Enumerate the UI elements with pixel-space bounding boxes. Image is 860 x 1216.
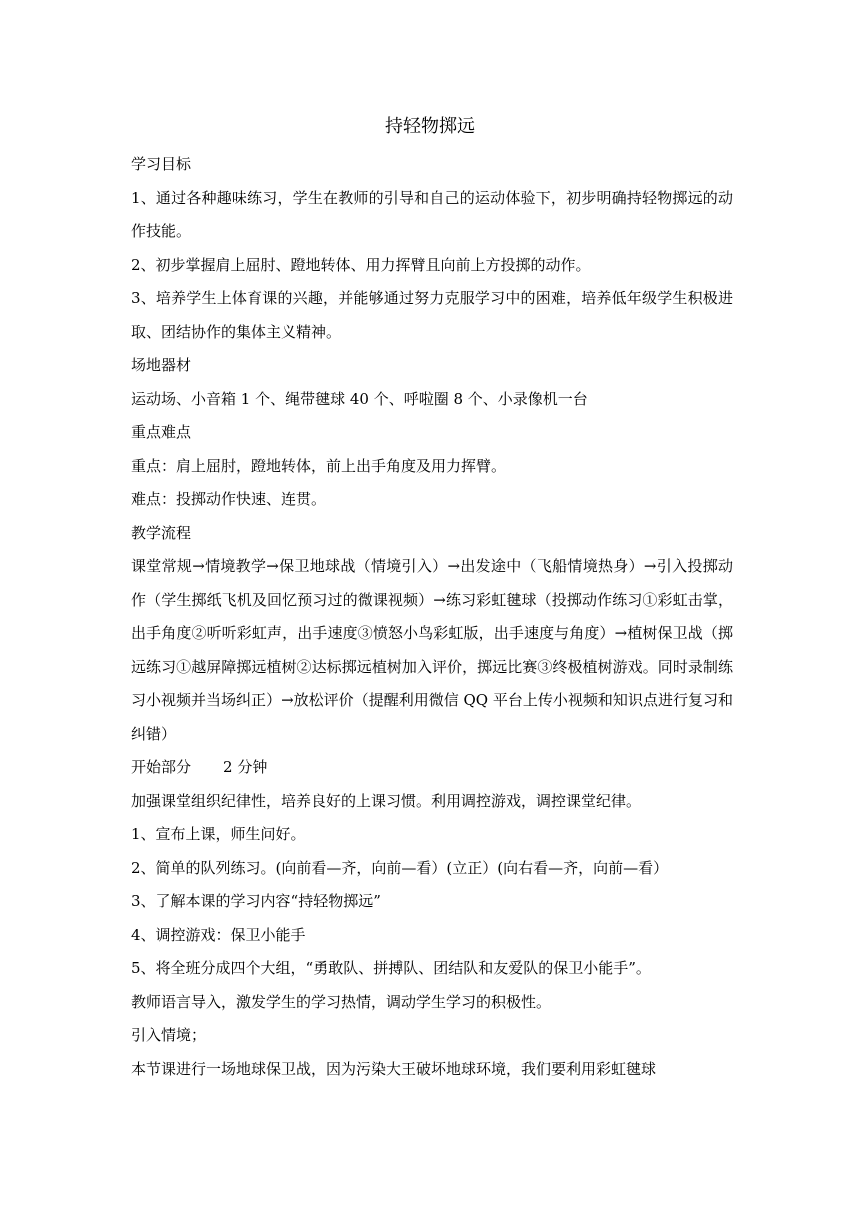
step-2: 2、简单的队列练习。(向前看—齐，向前—看）(立正）(向右看—齐，向前—看）	[131, 858, 669, 877]
start-heading: 开始部分	[131, 758, 192, 776]
process-heading: 教学流程	[131, 523, 192, 542]
teacher-intro: 教师语言导入，激发学生的学习热情，调动学生学习的积极性。	[131, 992, 552, 1011]
goal-1: 1、通过各种趣味练习，学生在教师的引导和自己的运动体验下，初步明确持轻物掷远的动作技能。	[131, 188, 733, 240]
step-3: 3、了解本课的学习内容“持轻物掷远”	[131, 892, 381, 910]
step-1: 1、宣布上课，师生问好。	[131, 825, 306, 843]
start-intro: 加强课堂组织纪律性，培养良好的上课习惯。利用调控游戏，调控课堂纪律。	[131, 791, 642, 810]
scenario-text: 本节课进行一场地球保卫战，因为污染大王破坏地球环境，我们要利用彩虹毽球	[131, 1059, 657, 1078]
goals-heading: 学习目标	[131, 155, 192, 173]
scenario-heading: 引入情境；	[131, 1026, 207, 1044]
goal-3: 3、培养学生上体育课的兴趣，并能够通过努力克服学习中的困难，培养低年级学生积极进取、团结协作的集体主义精神。	[131, 289, 733, 341]
key-points-heading: 重点难点	[131, 423, 192, 441]
start-duration: 2 分钟	[223, 758, 268, 776]
step-5: 5、将全班分成四个大组，“勇敢队、拼搏队、团结队和友爱队的保卫小能手”。	[131, 959, 651, 977]
difficulty: 难点：投掷动作快速、连贯。	[131, 490, 327, 508]
equipment-list: 运动场、小音箱 1 个、绳带毽球 40 个、呼啦圈 8 个、小录像机一台	[131, 389, 588, 408]
document-title: 持轻物掷远	[385, 116, 475, 137]
start-section-heading	[131, 751, 733, 785]
goal-2: 2、初步掌握肩上屈肘、蹬地转体、用力挥臂且向前上方投掷的动作。	[131, 255, 591, 274]
key-point: 重点：肩上屈肘，蹬地转体，前上出手角度及用力挥臂。	[131, 456, 507, 475]
step-4: 4、调控游戏：保卫小能手	[131, 925, 306, 944]
process-text: 课堂常规→情境教学→保卫地球战（情境引入）→出发途中（飞船情境热身）→引入投掷动作（学生掷纸飞机及回忆预习过的微课视频）→练习彩虹毽球（投掷动作练习①彩虹击掌，出手角度②听听彩虹声，出手速度③愤怒小鸟彩虹版，出手速度与角度）→植树保卫战（掷远练习①越屏障掷远植树②达标掷远植树加入评价，掷远比赛③终极植树游戏。同时录制练习小视频并当场纠正）→放松评价（提醒利用微信 QQ 平台上传小视频和知识点进行复习和纠错）	[131, 557, 733, 743]
document-body	[131, 148, 733, 1086]
equipment-heading: 场地器材	[131, 356, 192, 374]
